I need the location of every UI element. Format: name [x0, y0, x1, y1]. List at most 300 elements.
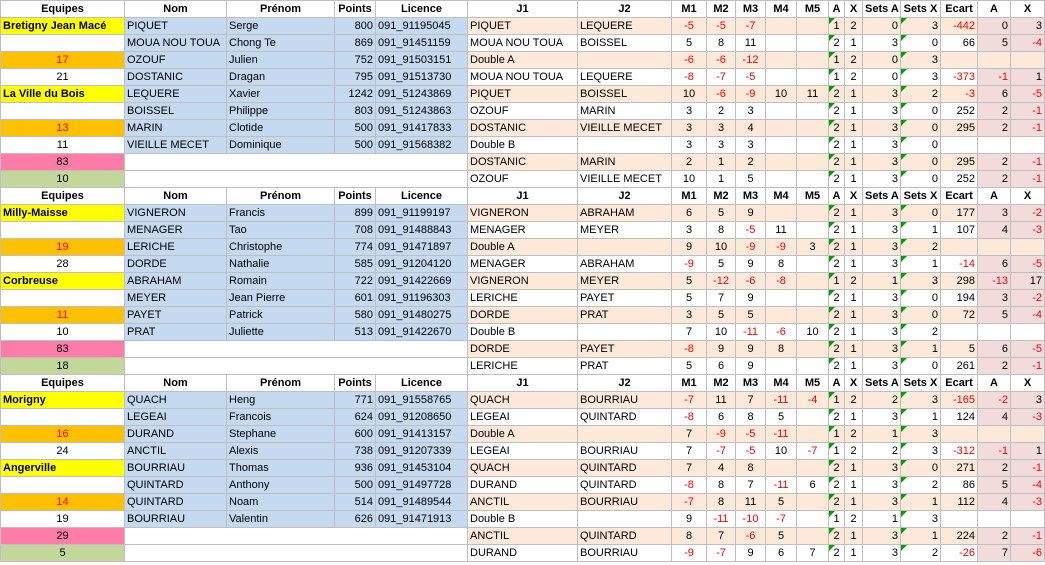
result-x[interactable]: 2	[845, 426, 863, 443]
set-score-m1[interactable]: 6	[672, 205, 707, 222]
set-score-m1[interactable]: -9	[672, 545, 707, 562]
sets-x[interactable]: 0	[901, 358, 941, 375]
match-j1[interactable]: DORDE	[468, 307, 578, 324]
ecart-x[interactable]: -5	[1011, 256, 1045, 273]
result-x[interactable]: 2	[845, 69, 863, 86]
sets-x[interactable]: 0	[901, 154, 941, 171]
sets-x[interactable]: 1	[901, 256, 941, 273]
ecart[interactable]: -442	[941, 18, 978, 35]
set-score-m3[interactable]: 7	[736, 392, 766, 409]
set-score-m2[interactable]: -6	[707, 86, 736, 103]
match-j1[interactable]: DORDE	[468, 341, 578, 358]
ecart[interactable]	[941, 137, 978, 154]
ecart[interactable]: 252	[941, 103, 978, 120]
ecart[interactable]: 271	[941, 460, 978, 477]
ecart-a[interactable]: 6	[978, 256, 1011, 273]
set-score-m5[interactable]	[797, 137, 829, 154]
ecart-a[interactable]: 2	[978, 120, 1011, 137]
team-total[interactable]: 83	[1, 341, 125, 358]
player-points[interactable]: 722	[335, 273, 376, 290]
sets-x[interactable]: 0	[901, 171, 941, 188]
player-points[interactable]: 500	[335, 137, 376, 154]
set-score-m2[interactable]: 8	[707, 477, 736, 494]
match-j2[interactable]: PAYET	[578, 290, 672, 307]
player-prenom[interactable]: Heng	[227, 392, 335, 409]
sets-x[interactable]: 1	[901, 494, 941, 511]
sets-x[interactable]: 0	[901, 103, 941, 120]
set-score-m2[interactable]: 1	[707, 171, 736, 188]
set-score-m3[interactable]: -9	[736, 239, 766, 256]
set-score-m2[interactable]: 1	[707, 154, 736, 171]
set-score-m4[interactable]: 10	[766, 443, 797, 460]
player-nom[interactable]: BOURRIAU	[125, 460, 227, 477]
ecart-x[interactable]: -3	[1011, 494, 1045, 511]
sets-x[interactable]: 2	[901, 545, 941, 562]
set-score-m5[interactable]	[797, 426, 829, 443]
match-j2[interactable]: BOURRIAU	[578, 545, 672, 562]
ecart-a[interactable]: -1	[978, 443, 1011, 460]
player-prenom[interactable]: Dominique	[227, 137, 335, 154]
sets-a[interactable]: 3	[863, 324, 901, 341]
match-j2[interactable]	[578, 511, 672, 528]
result-a[interactable]: 2	[829, 494, 845, 511]
match-j1[interactable]: QUACH	[468, 392, 578, 409]
set-score-m4[interactable]	[766, 154, 797, 171]
set-score-m2[interactable]: 8	[707, 494, 736, 511]
ecart[interactable]: 112	[941, 494, 978, 511]
sets-a[interactable]: 3	[863, 460, 901, 477]
ecart[interactable]: -373	[941, 69, 978, 86]
match-j1[interactable]: ANCTIL	[468, 528, 578, 545]
team-count[interactable]: 11	[1, 137, 125, 154]
ecart-x[interactable]: -1	[1011, 154, 1045, 171]
match-j2[interactable]: BOURRIAU	[578, 443, 672, 460]
sets-a[interactable]: 3	[863, 256, 901, 273]
set-score-m4[interactable]: 5	[766, 528, 797, 545]
set-score-m2[interactable]: 4	[707, 460, 736, 477]
match-j2[interactable]	[578, 324, 672, 341]
player-nom[interactable]: DURAND	[125, 426, 227, 443]
result-x[interactable]: 1	[845, 290, 863, 307]
set-score-m4[interactable]: 8	[766, 341, 797, 358]
result-x[interactable]: 1	[845, 528, 863, 545]
player-prenom[interactable]: Alexis	[227, 443, 335, 460]
set-score-m1[interactable]: 8	[672, 528, 707, 545]
result-a[interactable]: 2	[829, 290, 845, 307]
set-score-m4[interactable]	[766, 52, 797, 69]
ecart-x[interactable]: -5	[1011, 86, 1045, 103]
set-score-m1[interactable]: 3	[672, 137, 707, 154]
set-score-m2[interactable]: 10	[707, 324, 736, 341]
player-points[interactable]: 600	[335, 426, 376, 443]
sets-a[interactable]: 3	[863, 341, 901, 358]
ecart[interactable]: 295	[941, 154, 978, 171]
set-score-m3[interactable]: -9	[736, 86, 766, 103]
team-score[interactable]: 13	[1, 120, 125, 137]
player-nom[interactable]: BOISSEL	[125, 103, 227, 120]
sets-a[interactable]: 1	[863, 426, 901, 443]
match-j1[interactable]: VIGNERON	[468, 205, 578, 222]
set-score-m4[interactable]: 8	[766, 256, 797, 273]
player-licence[interactable]: 091_91513730	[376, 69, 468, 86]
set-score-m1[interactable]: 7	[672, 426, 707, 443]
set-score-m2[interactable]: -11	[707, 511, 736, 528]
match-j1[interactable]: OZOUF	[468, 103, 578, 120]
set-score-m3[interactable]: 5	[736, 171, 766, 188]
player-licence[interactable]: 091_91471897	[376, 239, 468, 256]
ecart-a[interactable]	[978, 52, 1011, 69]
sets-a[interactable]: 3	[863, 528, 901, 545]
match-j2[interactable]: QUINTARD	[578, 409, 672, 426]
result-a[interactable]: 2	[829, 86, 845, 103]
ecart-x[interactable]: -4	[1011, 307, 1045, 324]
ecart-a[interactable]	[978, 426, 1011, 443]
sets-a[interactable]: 3	[863, 86, 901, 103]
set-score-m4[interactable]: -8	[766, 273, 797, 290]
ecart-a[interactable]: -1	[978, 69, 1011, 86]
player-points[interactable]: 1242	[335, 86, 376, 103]
player-points[interactable]: 774	[335, 239, 376, 256]
ecart-x[interactable]	[1011, 52, 1045, 69]
sets-x[interactable]: 1	[901, 528, 941, 545]
set-score-m3[interactable]: -5	[736, 69, 766, 86]
player-licence[interactable]: 091_91489544	[376, 494, 468, 511]
set-score-m2[interactable]: -9	[707, 426, 736, 443]
result-x[interactable]: 2	[845, 18, 863, 35]
player-nom[interactable]: QUINTARD	[125, 494, 227, 511]
set-score-m1[interactable]: -8	[672, 341, 707, 358]
set-score-m3[interactable]: -5	[736, 222, 766, 239]
set-score-m5[interactable]	[797, 528, 829, 545]
player-licence[interactable]: 091_91422670	[376, 324, 468, 341]
ecart[interactable]: 107	[941, 222, 978, 239]
player-prenom[interactable]: Xavier	[227, 86, 335, 103]
player-points[interactable]: 514	[335, 494, 376, 511]
player-prenom[interactable]: Juliette	[227, 324, 335, 341]
result-a[interactable]: 2	[829, 307, 845, 324]
player-licence[interactable]: 091_91497728	[376, 477, 468, 494]
player-nom[interactable]: PAYET	[125, 307, 227, 324]
ecart-x[interactable]: -2	[1011, 205, 1045, 222]
player-prenom[interactable]: Jean Pierre	[227, 290, 335, 307]
set-score-m4[interactable]: 11	[766, 222, 797, 239]
player-nom[interactable]: VIGNERON	[125, 205, 227, 222]
result-x[interactable]: 2	[845, 273, 863, 290]
set-score-m2[interactable]: 10	[707, 239, 736, 256]
result-a[interactable]: 2	[829, 341, 845, 358]
sets-x[interactable]: 0	[901, 137, 941, 154]
ecart[interactable]: 86	[941, 477, 978, 494]
set-score-m3[interactable]: -11	[736, 324, 766, 341]
result-x[interactable]: 1	[845, 222, 863, 239]
set-score-m1[interactable]: 10	[672, 86, 707, 103]
match-j1[interactable]: PIQUET	[468, 86, 578, 103]
player-licence[interactable]: 091_91451159	[376, 35, 468, 52]
ecart[interactable]: -312	[941, 443, 978, 460]
set-score-m4[interactable]: 5	[766, 494, 797, 511]
set-score-m1[interactable]: 7	[672, 324, 707, 341]
player-nom[interactable]: VIEILLE MECET	[125, 137, 227, 154]
sets-a[interactable]: 0	[863, 69, 901, 86]
sets-x[interactable]: 2	[901, 239, 941, 256]
ecart-a[interactable]	[978, 324, 1011, 341]
result-x[interactable]: 1	[845, 494, 863, 511]
ecart-x[interactable]: -4	[1011, 35, 1045, 52]
set-score-m5[interactable]	[797, 171, 829, 188]
set-score-m4[interactable]	[766, 137, 797, 154]
result-x[interactable]: 1	[845, 324, 863, 341]
player-prenom[interactable]: Chong Te	[227, 35, 335, 52]
result-a[interactable]: 1	[829, 52, 845, 69]
ecart-x[interactable]: -1	[1011, 528, 1045, 545]
team-total[interactable]: 18	[1, 358, 125, 375]
team-count[interactable]: 24	[1, 443, 125, 460]
ecart-x[interactable]: -1	[1011, 171, 1045, 188]
result-a[interactable]: 1	[829, 392, 845, 409]
match-j1[interactable]: LEGEAI	[468, 409, 578, 426]
result-x[interactable]: 1	[845, 239, 863, 256]
set-score-m1[interactable]: -6	[672, 52, 707, 69]
match-j1[interactable]: Double A	[468, 239, 578, 256]
ecart[interactable]: 295	[941, 120, 978, 137]
team-cell[interactable]	[1, 477, 125, 494]
ecart-a[interactable]: 2	[978, 528, 1011, 545]
player-nom[interactable]: LEGEAI	[125, 409, 227, 426]
set-score-m4[interactable]: -7	[766, 511, 797, 528]
result-x[interactable]: 1	[845, 35, 863, 52]
match-j1[interactable]: PIQUET	[468, 18, 578, 35]
sets-a[interactable]: 3	[863, 307, 901, 324]
sets-x[interactable]: 3	[901, 426, 941, 443]
match-j2[interactable]: QUINTARD	[578, 528, 672, 545]
set-score-m5[interactable]	[797, 154, 829, 171]
set-score-m3[interactable]: 3	[736, 103, 766, 120]
set-score-m4[interactable]: -11	[766, 477, 797, 494]
result-x[interactable]: 1	[845, 409, 863, 426]
set-score-m1[interactable]: 5	[672, 358, 707, 375]
ecart-x[interactable]: -1	[1011, 358, 1045, 375]
team-name[interactable]: Bretigny Jean Macé	[1, 18, 125, 35]
set-score-m1[interactable]: 9	[672, 239, 707, 256]
set-score-m5[interactable]: 10	[797, 324, 829, 341]
result-a[interactable]: 2	[829, 35, 845, 52]
team-total[interactable]: 10	[1, 171, 125, 188]
ecart[interactable]: -3	[941, 86, 978, 103]
ecart-x[interactable]: 17	[1011, 273, 1045, 290]
team-score[interactable]: 14	[1, 494, 125, 511]
ecart-a[interactable]: 6	[978, 341, 1011, 358]
set-score-m4[interactable]	[766, 171, 797, 188]
sets-a[interactable]: 3	[863, 154, 901, 171]
ecart[interactable]: 5	[941, 341, 978, 358]
set-score-m4[interactable]	[766, 358, 797, 375]
team-name[interactable]: Morigny	[1, 392, 125, 409]
player-licence[interactable]: 091_91195045	[376, 18, 468, 35]
match-j2[interactable]: QUINTARD	[578, 477, 672, 494]
set-score-m2[interactable]: 11	[707, 392, 736, 409]
team-score[interactable]: 16	[1, 426, 125, 443]
team-cell[interactable]	[1, 290, 125, 307]
set-score-m1[interactable]: -7	[672, 494, 707, 511]
set-score-m5[interactable]	[797, 205, 829, 222]
player-licence[interactable]: 091_91422669	[376, 273, 468, 290]
result-a[interactable]: 2	[829, 154, 845, 171]
result-x[interactable]: 1	[845, 86, 863, 103]
player-licence[interactable]: 091_51243863	[376, 103, 468, 120]
match-j2[interactable]: QUINTARD	[578, 460, 672, 477]
team-count[interactable]: 19	[1, 511, 125, 528]
result-x[interactable]: 2	[845, 52, 863, 69]
ecart[interactable]: 252	[941, 171, 978, 188]
set-score-m1[interactable]: 5	[672, 273, 707, 290]
result-x[interactable]: 1	[845, 545, 863, 562]
set-score-m2[interactable]: 7	[707, 528, 736, 545]
match-j1[interactable]: LERICHE	[468, 290, 578, 307]
match-j1[interactable]: LERICHE	[468, 358, 578, 375]
match-j1[interactable]: MOUA NOU TOUA	[468, 35, 578, 52]
sets-x[interactable]: 1	[901, 409, 941, 426]
match-j1[interactable]: OZOUF	[468, 171, 578, 188]
result-a[interactable]: 1	[829, 511, 845, 528]
set-score-m3[interactable]: 9	[736, 358, 766, 375]
player-points[interactable]: 752	[335, 52, 376, 69]
result-a[interactable]: 2	[829, 222, 845, 239]
ecart-x[interactable]: 3	[1011, 392, 1045, 409]
result-a[interactable]: 1	[829, 426, 845, 443]
player-licence[interactable]: 091_91207339	[376, 443, 468, 460]
set-score-m4[interactable]	[766, 205, 797, 222]
set-score-m1[interactable]: -5	[672, 18, 707, 35]
set-score-m5[interactable]	[797, 52, 829, 69]
player-prenom[interactable]: Julien	[227, 52, 335, 69]
player-licence[interactable]: 091_91503151	[376, 52, 468, 69]
match-j1[interactable]: VIGNERON	[468, 273, 578, 290]
player-prenom[interactable]: Francis	[227, 205, 335, 222]
set-score-m2[interactable]: -12	[707, 273, 736, 290]
match-j2[interactable]	[578, 137, 672, 154]
player-nom[interactable]: ABRAHAM	[125, 273, 227, 290]
player-prenom[interactable]: Philippe	[227, 103, 335, 120]
ecart-x[interactable]: -1	[1011, 103, 1045, 120]
player-nom[interactable]: MENAGER	[125, 222, 227, 239]
set-score-m3[interactable]: 9	[736, 545, 766, 562]
result-x[interactable]: 1	[845, 137, 863, 154]
player-licence[interactable]: 091_91471913	[376, 511, 468, 528]
sets-a[interactable]: 3	[863, 137, 901, 154]
set-score-m2[interactable]: 3	[707, 120, 736, 137]
set-score-m3[interactable]: 8	[736, 460, 766, 477]
result-a[interactable]: 2	[829, 137, 845, 154]
team-total[interactable]: 83	[1, 154, 125, 171]
set-score-m5[interactable]	[797, 341, 829, 358]
sets-x[interactable]: 0	[901, 205, 941, 222]
team-cell[interactable]	[1, 222, 125, 239]
team-score[interactable]: 11	[1, 307, 125, 324]
ecart-a[interactable]: 6	[978, 86, 1011, 103]
ecart-a[interactable]: 5	[978, 35, 1011, 52]
set-score-m2[interactable]: -7	[707, 443, 736, 460]
match-j1[interactable]: LEGEAI	[468, 443, 578, 460]
sets-x[interactable]: 3	[901, 52, 941, 69]
set-score-m1[interactable]: 10	[672, 171, 707, 188]
player-prenom[interactable]: Tao	[227, 222, 335, 239]
set-score-m3[interactable]: 4	[736, 120, 766, 137]
set-score-m3[interactable]: 9	[736, 341, 766, 358]
set-score-m5[interactable]	[797, 358, 829, 375]
set-score-m3[interactable]: -6	[736, 528, 766, 545]
ecart-x[interactable]: 1	[1011, 443, 1045, 460]
set-score-m5[interactable]	[797, 256, 829, 273]
set-score-m5[interactable]	[797, 494, 829, 511]
set-score-m5[interactable]: -4	[797, 392, 829, 409]
ecart-a[interactable]: 2	[978, 103, 1011, 120]
match-j1[interactable]: DOSTANIC	[468, 154, 578, 171]
player-points[interactable]: 738	[335, 443, 376, 460]
set-score-m4[interactable]	[766, 35, 797, 52]
ecart[interactable]: -165	[941, 392, 978, 409]
sets-a[interactable]: 3	[863, 494, 901, 511]
player-prenom[interactable]: Francois	[227, 409, 335, 426]
ecart-a[interactable]: 4	[978, 222, 1011, 239]
set-score-m2[interactable]: 8	[707, 222, 736, 239]
sets-a[interactable]: 3	[863, 545, 901, 562]
result-a[interactable]: 2	[829, 477, 845, 494]
sets-a[interactable]: 2	[863, 392, 901, 409]
set-score-m1[interactable]: 5	[672, 35, 707, 52]
set-score-m1[interactable]: 5	[672, 290, 707, 307]
player-prenom[interactable]: Noam	[227, 494, 335, 511]
sets-a[interactable]: 3	[863, 477, 901, 494]
player-nom[interactable]: BOURRIAU	[125, 511, 227, 528]
ecart[interactable]	[941, 52, 978, 69]
set-score-m5[interactable]	[797, 69, 829, 86]
match-j2[interactable]: MARIN	[578, 103, 672, 120]
ecart-x[interactable]: -5	[1011, 341, 1045, 358]
match-j2[interactable]: MARIN	[578, 154, 672, 171]
set-score-m2[interactable]: 5	[707, 307, 736, 324]
match-j2[interactable]: BOURRIAU	[578, 494, 672, 511]
player-licence[interactable]: 091_91196303	[376, 290, 468, 307]
set-score-m1[interactable]: -8	[672, 477, 707, 494]
match-j1[interactable]: ANCTIL	[468, 494, 578, 511]
ecart[interactable]: 72	[941, 307, 978, 324]
ecart[interactable]: -26	[941, 545, 978, 562]
ecart-x[interactable]: -4	[1011, 477, 1045, 494]
ecart-x[interactable]: -6	[1011, 545, 1045, 562]
ecart-x[interactable]	[1011, 239, 1045, 256]
set-score-m5[interactable]: 11	[797, 86, 829, 103]
team-total[interactable]: 5	[1, 545, 125, 562]
player-points[interactable]: 708	[335, 222, 376, 239]
set-score-m4[interactable]: -11	[766, 392, 797, 409]
player-points[interactable]: 803	[335, 103, 376, 120]
team-cell[interactable]	[1, 103, 125, 120]
result-x[interactable]: 1	[845, 256, 863, 273]
ecart-a[interactable]: 7	[978, 545, 1011, 562]
sets-a[interactable]: 3	[863, 222, 901, 239]
match-j1[interactable]: Double A	[468, 426, 578, 443]
sets-x[interactable]: 3	[901, 443, 941, 460]
set-score-m3[interactable]: 9	[736, 290, 766, 307]
match-j2[interactable]: LEQUERE	[578, 18, 672, 35]
set-score-m5[interactable]	[797, 120, 829, 137]
match-j1[interactable]: DOSTANIC	[468, 120, 578, 137]
player-points[interactable]: 800	[335, 18, 376, 35]
set-score-m5[interactable]	[797, 290, 829, 307]
match-j1[interactable]: Double A	[468, 52, 578, 69]
player-prenom[interactable]: Patrick	[227, 307, 335, 324]
match-j1[interactable]: Double B	[468, 511, 578, 528]
